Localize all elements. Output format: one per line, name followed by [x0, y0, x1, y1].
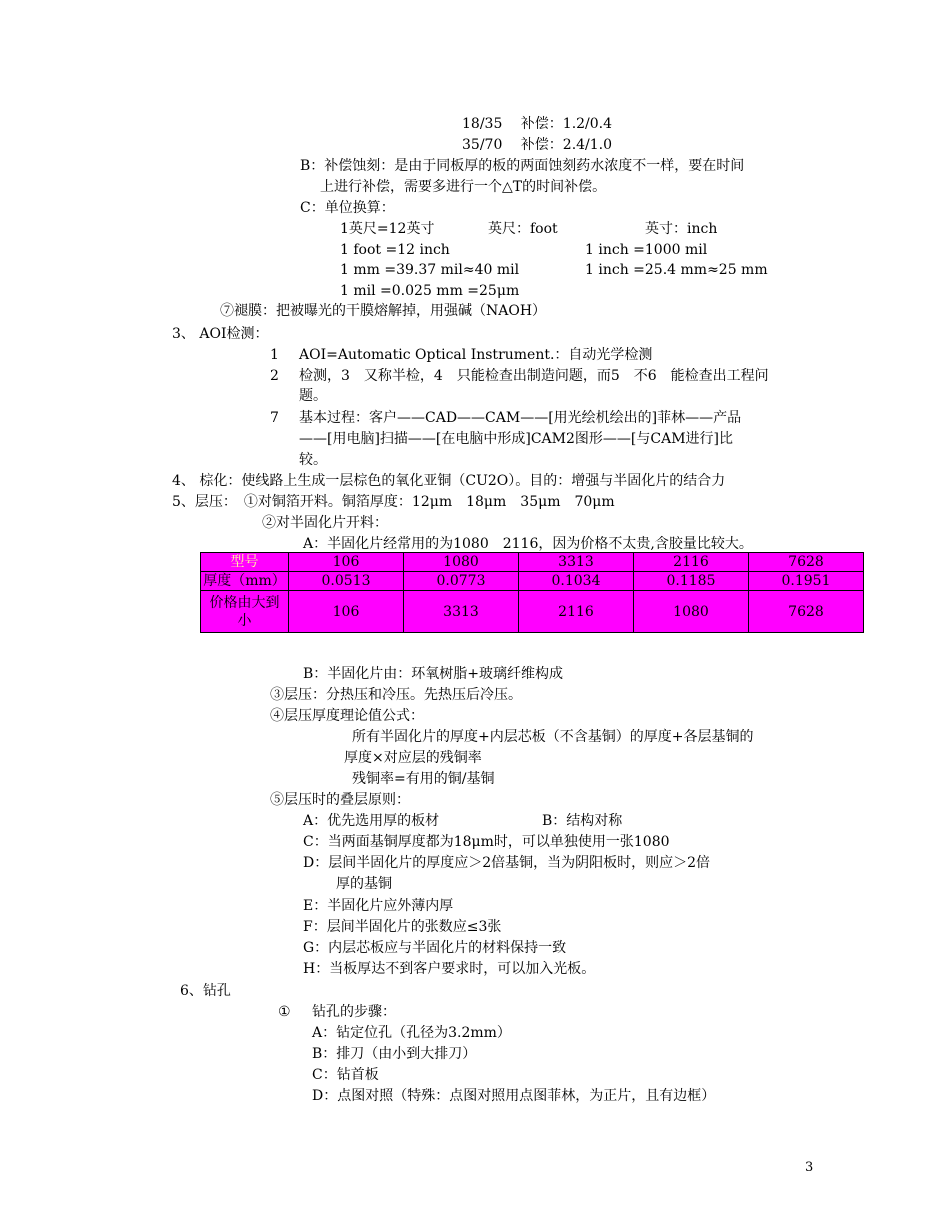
- table-cell: 7628: [749, 553, 864, 572]
- table-cell: 1080: [634, 591, 749, 633]
- table-cell: 1080: [404, 553, 519, 572]
- table-row: [201, 553, 864, 572]
- text-line: 检测，3 又称半检，4 只能检查出制造问题，而5 不6 能检查出工程问: [299, 368, 769, 384]
- text-line: 厚度×对应层的残铜率: [344, 750, 482, 766]
- table-cell: 2116: [634, 553, 749, 572]
- table-cell: 3313: [519, 553, 634, 572]
- table-cell: 0.0773: [404, 572, 519, 591]
- list-number: ①: [278, 1004, 291, 1020]
- text-line: ——[用电脑]扫描——[在电脑中形成]CAM2图形——[与CAM进行]比: [299, 431, 733, 447]
- text-line: 钻孔的步骤：: [312, 1004, 396, 1020]
- text-line: 1 inch =1000 mil: [585, 242, 708, 258]
- text-line: ⑤层压时的叠层原则：: [270, 792, 410, 808]
- section-heading: 3、 AOI检测：: [172, 326, 269, 342]
- text-line: B：排刀（由小到大排刀）: [312, 1046, 477, 1062]
- list-number: 7: [270, 410, 279, 426]
- table-cell: 2116: [519, 591, 634, 633]
- text-line: C：钻首板: [312, 1067, 379, 1083]
- table-cell: 3313: [404, 591, 519, 633]
- text-line: A：优先选用厚的板材: [303, 813, 440, 829]
- text-line: B：补偿蚀刻：是由于同板厚的板的两面蚀刻药水浓度不一样，要在时间: [300, 158, 745, 174]
- text-line: 1 mil =0.025 mm =25μm: [340, 283, 520, 299]
- text-line: A：半固化片经常用的为1080 2116，因为价格不太贵,含胶量比较大。: [303, 536, 753, 552]
- text-line: G：内层芯板应与半固化片的材料保持一致: [303, 940, 567, 956]
- section-heading: 6、钻孔: [180, 983, 231, 999]
- text-line: ③层压：分热压和冷压。先热压后冷压。: [270, 687, 522, 703]
- table-cell: 106: [289, 553, 404, 572]
- text-line: 英尺：foot: [488, 221, 558, 237]
- text-line: 厚的基铜: [336, 876, 392, 892]
- list-number: 1: [270, 347, 279, 363]
- text-line: 1 inch =25.4 mm≈25 mm: [585, 262, 768, 278]
- table-row: [201, 572, 864, 591]
- text-line: 残铜率=有用的铜/基铜: [352, 771, 495, 787]
- text-line: 题。: [299, 388, 327, 404]
- text-line: H：当板厚达不到客户要求时，可以加入光板。: [303, 961, 596, 977]
- text-line: 1英尺=12英寸: [340, 221, 435, 237]
- text-line: 上进行补偿，需要多进行一个△T的时间补偿。: [320, 179, 607, 195]
- text-line: 较。: [299, 452, 327, 468]
- text-line: B：半固化片由：环氧树脂+玻璃纤维构成: [303, 666, 564, 682]
- text-line: 所有半固化片的厚度+内层芯板（不含基铜）的厚度+各层基铜的: [352, 729, 754, 745]
- text-line: 英寸：inch: [645, 221, 718, 237]
- text-line: ④层压厚度理论值公式：: [270, 708, 424, 724]
- table-header-cell: 厚度（mm）: [201, 572, 289, 591]
- table-cell: 0.0513: [289, 572, 404, 591]
- table-cell: 106: [289, 591, 404, 633]
- text-line: D：层间半固化片的厚度应＞2倍基铜，当为阴阳板时，则应＞2倍: [303, 855, 711, 871]
- text-line: AOI=Automatic Optical Instrument.：自动光学检测: [299, 347, 653, 363]
- text-line: 18/35 补偿：1.2/0.4: [462, 116, 613, 132]
- text-line: 1 mm =39.37 mil≈40 mil: [340, 262, 520, 278]
- table-cell: 7628: [749, 591, 864, 633]
- text-line: B：结构对称: [542, 813, 623, 829]
- text-line: D：点图对照（特殊：点图对照用点图菲林，为正片，且有边框）: [312, 1088, 716, 1104]
- text-line: E：半固化片应外薄内厚: [303, 898, 454, 914]
- text-line: ②对半固化片开料：: [262, 515, 388, 531]
- table-cell: 0.1034: [519, 572, 634, 591]
- section-heading: 4、 棕化：使线路上生成一层棕色的氧化亚铜（CU2O）。目的：增强与半固化片的结合力: [172, 473, 726, 489]
- text-line: 35/70 补偿：2.4/1.0: [462, 137, 613, 153]
- text-line: C：当两面基铜厚度都为18μm时，可以单独使用一张1080: [303, 834, 670, 850]
- table-cell: 0.1185: [634, 572, 749, 591]
- prepreg-table: [200, 552, 864, 633]
- list-number: 2: [270, 368, 279, 384]
- text-line: 1 foot =12 inch: [340, 242, 450, 258]
- text-line: C：单位换算：: [300, 200, 395, 216]
- section-heading: 5、层压： ①对铜箔开料。铜箔厚度：12μm 18μm 35μm 70μm: [172, 494, 615, 510]
- text-line: 基本过程：客户——CAD——CAM——[用光绘机绘出的]菲林——产品: [299, 410, 742, 426]
- page-number: 3: [805, 1160, 814, 1175]
- table-header-cell: 型号: [201, 553, 289, 572]
- table-header-cell: 价格由大到小: [201, 591, 289, 633]
- text-line: ⑦褪膜：把被曝光的干膜熔解掉，用强碱（NAOH）: [220, 303, 547, 319]
- table-row: [201, 591, 864, 633]
- text-line: A：钻定位孔（孔径为3.2mm）: [312, 1025, 511, 1041]
- text-line: F：层间半固化片的张数应≤3张: [303, 919, 502, 935]
- table-cell: 0.1951: [749, 572, 864, 591]
